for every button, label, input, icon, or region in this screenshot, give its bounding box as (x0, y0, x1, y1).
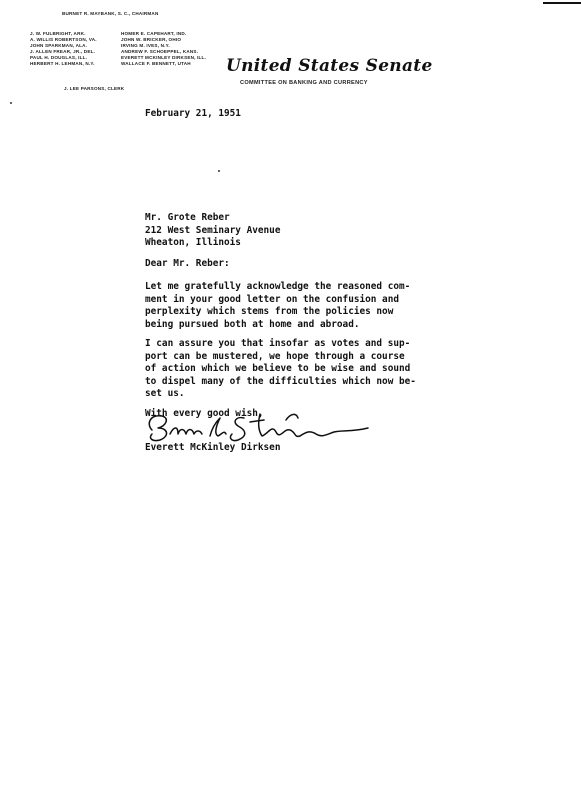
member-name: HERBERT H. LEHMAN, N.Y. (30, 61, 95, 67)
member-name: IRVING M. IVES, N.Y. (121, 43, 170, 49)
committee-chairman: BURNET R. MAYBANK, S. C., CHAIRMAN (62, 11, 159, 16)
address-line: Wheaton, Illinois (145, 237, 241, 249)
handwritten-signature (140, 400, 380, 448)
member-name: WALLACE F. BENNETT, UTAH (121, 61, 191, 67)
committee-name: COMMITTEE ON BANKING AND CURRENCY (240, 80, 368, 86)
member-name: HOMER E. CAPEHART, IND. (121, 31, 187, 36)
paragraph-line: ment in your good letter on the confusion and (145, 293, 399, 305)
paragraph-line: I can assure you that insofar as votes and sup- (145, 338, 411, 349)
address-line: Mr. Grote Reber (145, 212, 230, 223)
closing: With every good wish, (145, 408, 264, 419)
members-right-column (121, 31, 206, 68)
member-name: JOHN SPARKMAN, ALA. (30, 43, 88, 49)
signer-name: Everett McKinley Dirksen (145, 442, 281, 453)
member-name: J. ALLEN FREAR, JR., DEL. (30, 49, 96, 55)
paragraph-line: port can be mustered, we hope through a course (145, 350, 405, 362)
recipient-address (145, 212, 280, 250)
paragraph-line: of action which we believe to be wise and sound (145, 363, 411, 375)
letter-date: February 21, 1951 (145, 108, 241, 119)
member-name: JOHN W. BRICKER, OHIO (121, 37, 182, 43)
member-name: PAUL H. DOUGLAS, ILL. (30, 55, 88, 61)
committee-clerk: J. LEE PARSONS, CLERK (64, 86, 125, 91)
member-name: A. WILLIS ROBERTSON, VA. (30, 37, 97, 43)
address-line: 212 West Seminary Avenue (145, 224, 281, 236)
paragraph-line: being pursued both at home and abroad. (145, 318, 360, 330)
salutation: Dear Mr. Reber: (145, 258, 230, 269)
paragraph-line: set us. (145, 388, 185, 400)
scan-edge-mark (543, 2, 581, 4)
member-name: EVERETT MCKINLEY DIRKSEN, ILL. (121, 55, 207, 61)
member-name: J. W. FULBRIGHT, ARK. (30, 31, 86, 36)
members-left-column (30, 31, 97, 68)
paragraph-line: perplexity which stems from the policies now (145, 306, 394, 318)
paragraph-line: Let me gratefully acknowledge the reasoned com- (145, 281, 411, 292)
paragraph-line: to dispel many of the difficulties which now be- (145, 375, 416, 387)
paragraph-2 (145, 338, 416, 401)
scan-speck (218, 170, 220, 172)
senate-title: United States Senate (226, 56, 433, 76)
paragraph-1 (145, 281, 410, 331)
scan-speck (10, 102, 12, 104)
member-name: ANDREW F. SCHOEPPEL, KANS. (121, 49, 199, 55)
